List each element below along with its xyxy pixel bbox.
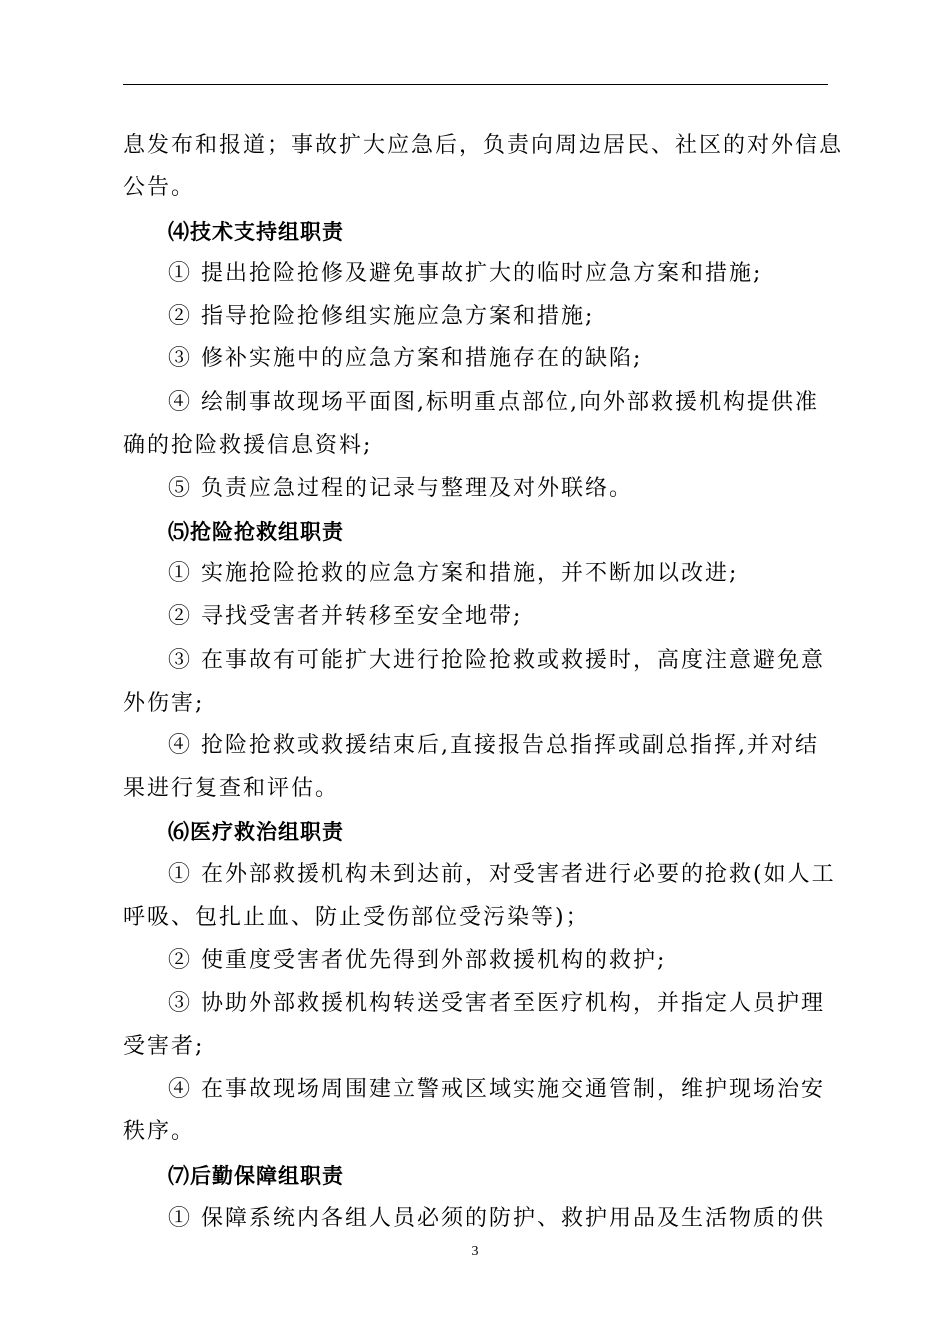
list-item: ② 使重度受害者优先得到外部救援机构的救护; (168, 948, 667, 973)
paragraph-line: 确的抢险救援信息资料; (123, 433, 373, 458)
list-item: ④ 抢险抢救或救援结束后,直接报告总指挥或副总指挥,并对结 (168, 733, 819, 758)
paragraph-line: 公告。 (123, 175, 196, 200)
page-number: 3 (471, 1244, 479, 1259)
list-item: ④ 在事故现场周围建立警戒区域实施交通管制，维护现场治安 (168, 1077, 825, 1102)
list-item: ② 寻找受害者并转移至安全地带; (168, 604, 523, 629)
list-item: ① 保障系统内各组人员必须的防护、救护用品及生活物质的供 (168, 1206, 825, 1231)
list-item: ③ 在事故有可能扩大进行抢险抢救或救援时，高度注意避免意 (168, 648, 825, 673)
paragraph-line: 受害者; (123, 1034, 205, 1059)
paragraph-line: 息发布和报道；事故扩大应急后，负责向周边居民、社区的对外信息 (123, 133, 844, 158)
list-item: ① 实施抢险抢救的应急方案和措施，并不断加以改进; (168, 561, 739, 586)
section-heading-logistics: ⑺后勤保障组职责 (168, 1164, 344, 1188)
list-item: ③ 修补实施中的应急方案和措施存在的缺陷; (168, 346, 643, 371)
list-item: ④ 绘制事故现场平面图,标明重点部位,向外部救援机构提供准 (168, 390, 819, 415)
section-heading-medical: ⑹医疗救治组职责 (168, 820, 344, 844)
list-item: ① 在外部救援机构未到达前，对受害者进行必要的抢救(如人工 (168, 862, 836, 887)
paragraph-line: 果进行复查和评估。 (123, 776, 340, 801)
paragraph-line: 呼吸、包扎止血、防止受伤部位受污染等)； (123, 905, 590, 930)
header-rule (123, 84, 828, 85)
section-heading-technical-support: ⑷技术支持组职责 (168, 220, 344, 244)
list-item: ② 指导抢险抢修组实施应急方案和措施; (168, 304, 595, 329)
paragraph-line: 外伤害; (123, 691, 205, 716)
list-item: ③ 协助外部救援机构转送受害者至医疗机构，并指定人员护理 (168, 991, 825, 1016)
section-heading-rescue: ⑸抢险抢救组职责 (168, 520, 344, 544)
list-item: ⑤ 负责应急过程的记录与整理及对外联络。 (168, 476, 633, 501)
list-item: ① 提出抢险抢修及避免事故扩大的临时应急方案和措施; (168, 261, 763, 286)
paragraph-line: 秩序。 (123, 1119, 196, 1144)
